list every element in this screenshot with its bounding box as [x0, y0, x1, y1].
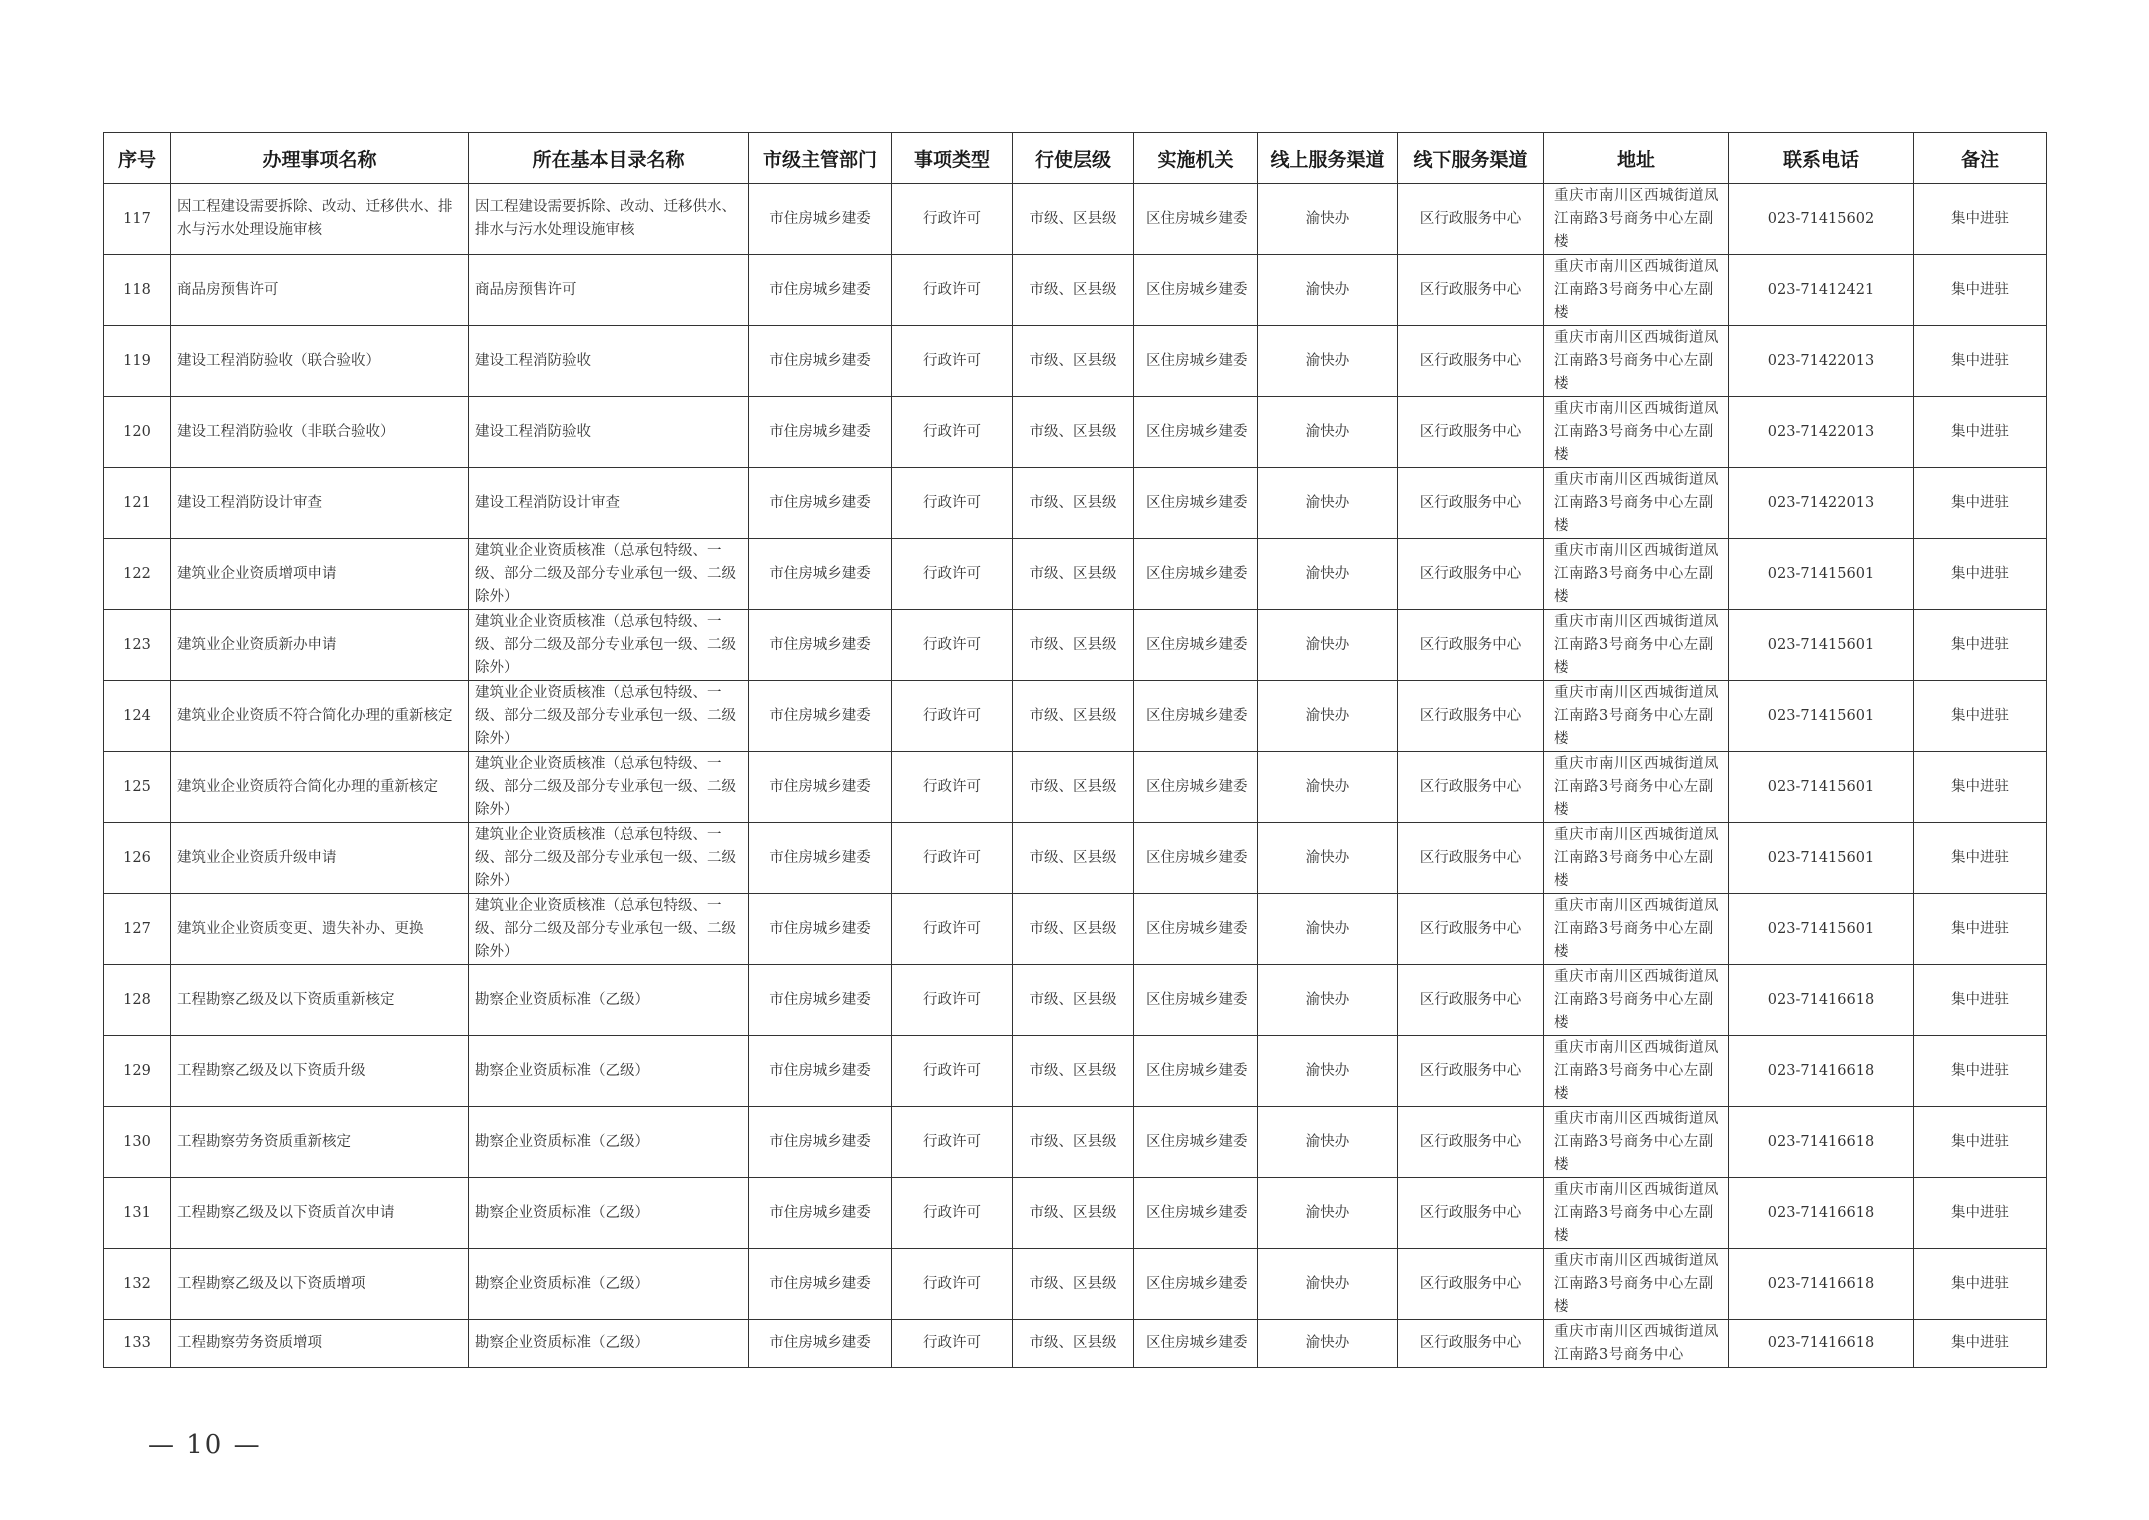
cell-type: 行政许可 [892, 823, 1013, 894]
cell-catalog-name: 建筑业企业资质核准（总承包特级、一级、部分二级及部分专业承包一级、二级除外） [469, 610, 749, 681]
cell-level: 市级、区县级 [1013, 1320, 1134, 1368]
cell-level: 市级、区县级 [1013, 1107, 1134, 1178]
cell-dept: 市住房城乡建委 [749, 752, 892, 823]
cell-item-name: 工程勘察劳务资质重新核定 [171, 1107, 469, 1178]
cell-phone: 023-71415601 [1729, 681, 1914, 752]
cell-note: 集中进驻 [1914, 1107, 2047, 1178]
cell-agency: 区住房城乡建委 [1134, 1320, 1258, 1368]
document-sheet [103, 132, 2035, 1368]
cell-level: 市级、区县级 [1013, 823, 1134, 894]
cell-type: 行政许可 [892, 184, 1013, 255]
cell-type: 行政许可 [892, 681, 1013, 752]
cell-note: 集中进驻 [1914, 255, 2047, 326]
cell-level: 市级、区县级 [1013, 1178, 1134, 1249]
cell-catalog-name: 勘察企业资质标准（乙级） [469, 965, 749, 1036]
cell-type: 行政许可 [892, 1178, 1013, 1249]
cell-type: 行政许可 [892, 1107, 1013, 1178]
cell-dept: 市住房城乡建委 [749, 1178, 892, 1249]
cell-serial: 118 [104, 255, 171, 326]
cell-catalog-name: 建筑业企业资质核准（总承包特级、一级、部分二级及部分专业承包一级、二级除外） [469, 681, 749, 752]
cell-dept: 市住房城乡建委 [749, 1107, 892, 1178]
cell-phone: 023-71415601 [1729, 752, 1914, 823]
table-row [104, 255, 2047, 326]
cell-catalog-name: 建设工程消防验收 [469, 326, 749, 397]
cell-serial: 122 [104, 539, 171, 610]
cell-offline: 区行政服务中心 [1398, 539, 1544, 610]
cell-level: 市级、区县级 [1013, 610, 1134, 681]
cell-offline: 区行政服务中心 [1398, 1178, 1544, 1249]
cell-type: 行政许可 [892, 1036, 1013, 1107]
cell-level: 市级、区县级 [1013, 1036, 1134, 1107]
cell-note: 集中进驻 [1914, 468, 2047, 539]
cell-phone: 023-71415601 [1729, 823, 1914, 894]
cell-online: 渝快办 [1258, 1036, 1398, 1107]
cell-agency: 区住房城乡建委 [1134, 894, 1258, 965]
cell-serial: 128 [104, 965, 171, 1036]
table-row [104, 1249, 2047, 1320]
cell-phone: 023-71415601 [1729, 539, 1914, 610]
cell-phone: 023-71422013 [1729, 468, 1914, 539]
table-row [104, 468, 2047, 539]
cell-type: 行政许可 [892, 752, 1013, 823]
cell-offline: 区行政服务中心 [1398, 823, 1544, 894]
cell-note: 集中进驻 [1914, 1249, 2047, 1320]
cell-type: 行政许可 [892, 255, 1013, 326]
cell-note: 集中进驻 [1914, 610, 2047, 681]
table-row [104, 752, 2047, 823]
cell-online: 渝快办 [1258, 610, 1398, 681]
cell-address: 重庆市南川区西城街道凤江南路3号商务中心 [1544, 1320, 1729, 1368]
cell-item-name: 工程勘察乙级及以下资质重新核定 [171, 965, 469, 1036]
cell-serial: 131 [104, 1178, 171, 1249]
cell-type: 行政许可 [892, 326, 1013, 397]
table-row [104, 681, 2047, 752]
service-items-table [103, 132, 2047, 1368]
cell-note: 集中进驻 [1914, 823, 2047, 894]
cell-item-name: 工程勘察乙级及以下资质首次申请 [171, 1178, 469, 1249]
cell-serial: 129 [104, 1036, 171, 1107]
cell-dept: 市住房城乡建委 [749, 1036, 892, 1107]
cell-address: 重庆市南川区西城街道凤江南路3号商务中心左副楼 [1544, 610, 1729, 681]
cell-address: 重庆市南川区西城街道凤江南路3号商务中心左副楼 [1544, 539, 1729, 610]
table-row [104, 1178, 2047, 1249]
cell-online: 渝快办 [1258, 894, 1398, 965]
cell-note: 集中进驻 [1914, 894, 2047, 965]
cell-offline: 区行政服务中心 [1398, 681, 1544, 752]
cell-item-name: 工程勘察乙级及以下资质升级 [171, 1036, 469, 1107]
table-row [104, 539, 2047, 610]
cell-offline: 区行政服务中心 [1398, 1107, 1544, 1178]
cell-serial: 127 [104, 894, 171, 965]
cell-offline: 区行政服务中心 [1398, 255, 1544, 326]
cell-level: 市级、区县级 [1013, 184, 1134, 255]
cell-catalog-name: 勘察企业资质标准（乙级） [469, 1036, 749, 1107]
cell-phone: 023-71415601 [1729, 894, 1914, 965]
cell-catalog-name: 勘察企业资质标准（乙级） [469, 1320, 749, 1368]
cell-dept: 市住房城乡建委 [749, 1320, 892, 1368]
cell-online: 渝快办 [1258, 468, 1398, 539]
cell-serial: 121 [104, 468, 171, 539]
cell-address: 重庆市南川区西城街道凤江南路3号商务中心左副楼 [1544, 894, 1729, 965]
cell-offline: 区行政服务中心 [1398, 468, 1544, 539]
cell-type: 行政许可 [892, 397, 1013, 468]
cell-online: 渝快办 [1258, 1107, 1398, 1178]
cell-catalog-name: 建筑业企业资质核准（总承包特级、一级、部分二级及部分专业承包一级、二级除外） [469, 894, 749, 965]
cell-address: 重庆市南川区西城街道凤江南路3号商务中心左副楼 [1544, 468, 1729, 539]
cell-item-name: 建筑业企业资质变更、遗失补办、更换 [171, 894, 469, 965]
cell-agency: 区住房城乡建委 [1134, 1178, 1258, 1249]
cell-item-name: 建筑业企业资质符合简化办理的重新核定 [171, 752, 469, 823]
cell-online: 渝快办 [1258, 823, 1398, 894]
table-row [104, 1320, 2047, 1368]
cell-catalog-name: 勘察企业资质标准（乙级） [469, 1107, 749, 1178]
cell-agency: 区住房城乡建委 [1134, 1107, 1258, 1178]
cell-dept: 市住房城乡建委 [749, 894, 892, 965]
cell-serial: 120 [104, 397, 171, 468]
cell-item-name: 建筑业企业资质新办申请 [171, 610, 469, 681]
cell-online: 渝快办 [1258, 255, 1398, 326]
cell-note: 集中进驻 [1914, 397, 2047, 468]
cell-agency: 区住房城乡建委 [1134, 1249, 1258, 1320]
cell-level: 市级、区县级 [1013, 255, 1134, 326]
cell-note: 集中进驻 [1914, 326, 2047, 397]
cell-agency: 区住房城乡建委 [1134, 965, 1258, 1036]
table-row [104, 610, 2047, 681]
cell-offline: 区行政服务中心 [1398, 965, 1544, 1036]
cell-dept: 市住房城乡建委 [749, 823, 892, 894]
cell-dept: 市住房城乡建委 [749, 965, 892, 1036]
cell-phone: 023-71416618 [1729, 1178, 1914, 1249]
header-catalog-name: 所在基本目录名称 [469, 133, 749, 184]
cell-dept: 市住房城乡建委 [749, 255, 892, 326]
cell-phone: 023-71416618 [1729, 965, 1914, 1036]
cell-phone: 023-71412421 [1729, 255, 1914, 326]
cell-note: 集中进驻 [1914, 752, 2047, 823]
cell-online: 渝快办 [1258, 184, 1398, 255]
table-row [104, 184, 2047, 255]
cell-phone: 023-71415601 [1729, 610, 1914, 681]
cell-agency: 区住房城乡建委 [1134, 255, 1258, 326]
header-address: 地址 [1544, 133, 1729, 184]
cell-address: 重庆市南川区西城街道凤江南路3号商务中心左副楼 [1544, 752, 1729, 823]
cell-offline: 区行政服务中心 [1398, 610, 1544, 681]
cell-item-name: 商品房预售许可 [171, 255, 469, 326]
cell-address: 重庆市南川区西城街道凤江南路3号商务中心左副楼 [1544, 184, 1729, 255]
cell-agency: 区住房城乡建委 [1134, 326, 1258, 397]
cell-item-name: 工程勘察乙级及以下资质增项 [171, 1249, 469, 1320]
cell-serial: 132 [104, 1249, 171, 1320]
cell-dept: 市住房城乡建委 [749, 681, 892, 752]
cell-serial: 117 [104, 184, 171, 255]
cell-note: 集中进驻 [1914, 1320, 2047, 1368]
cell-agency: 区住房城乡建委 [1134, 1036, 1258, 1107]
cell-agency: 区住房城乡建委 [1134, 468, 1258, 539]
cell-serial: 123 [104, 610, 171, 681]
cell-serial: 124 [104, 681, 171, 752]
header-online: 线上服务渠道 [1258, 133, 1398, 184]
cell-address: 重庆市南川区西城街道凤江南路3号商务中心左副楼 [1544, 255, 1729, 326]
cell-address: 重庆市南川区西城街道凤江南路3号商务中心左副楼 [1544, 1249, 1729, 1320]
header-agency: 实施机关 [1134, 133, 1258, 184]
cell-type: 行政许可 [892, 894, 1013, 965]
cell-offline: 区行政服务中心 [1398, 397, 1544, 468]
table-row [104, 326, 2047, 397]
cell-level: 市级、区县级 [1013, 1249, 1134, 1320]
cell-offline: 区行政服务中心 [1398, 894, 1544, 965]
cell-level: 市级、区县级 [1013, 965, 1134, 1036]
cell-dept: 市住房城乡建委 [749, 610, 892, 681]
cell-address: 重庆市南川区西城街道凤江南路3号商务中心左副楼 [1544, 397, 1729, 468]
cell-type: 行政许可 [892, 965, 1013, 1036]
header-offline: 线下服务渠道 [1398, 133, 1544, 184]
cell-dept: 市住房城乡建委 [749, 184, 892, 255]
cell-online: 渝快办 [1258, 326, 1398, 397]
cell-phone: 023-71422013 [1729, 397, 1914, 468]
cell-serial: 125 [104, 752, 171, 823]
table-body [104, 184, 2047, 1368]
cell-online: 渝快办 [1258, 965, 1398, 1036]
cell-catalog-name: 建设工程消防设计审查 [469, 468, 749, 539]
table-row [104, 894, 2047, 965]
header-dept: 市级主管部门 [749, 133, 892, 184]
cell-level: 市级、区县级 [1013, 539, 1134, 610]
cell-online: 渝快办 [1258, 1320, 1398, 1368]
cell-online: 渝快办 [1258, 681, 1398, 752]
cell-serial: 126 [104, 823, 171, 894]
cell-agency: 区住房城乡建委 [1134, 539, 1258, 610]
cell-phone: 023-71416618 [1729, 1036, 1914, 1107]
cell-note: 集中进驻 [1914, 539, 2047, 610]
cell-level: 市级、区县级 [1013, 326, 1134, 397]
cell-type: 行政许可 [892, 610, 1013, 681]
header-serial: 序号 [104, 133, 171, 184]
page-number: — 10 — [148, 1430, 262, 1460]
cell-online: 渝快办 [1258, 1249, 1398, 1320]
cell-serial: 133 [104, 1320, 171, 1368]
cell-phone: 023-71415602 [1729, 184, 1914, 255]
table-row [104, 1036, 2047, 1107]
cell-online: 渝快办 [1258, 397, 1398, 468]
cell-level: 市级、区县级 [1013, 681, 1134, 752]
table-header-row [104, 133, 2047, 184]
cell-type: 行政许可 [892, 539, 1013, 610]
cell-item-name: 建筑业企业资质升级申请 [171, 823, 469, 894]
cell-catalog-name: 建筑业企业资质核准（总承包特级、一级、部分二级及部分专业承包一级、二级除外） [469, 539, 749, 610]
cell-catalog-name: 建筑业企业资质核准（总承包特级、一级、部分二级及部分专业承包一级、二级除外） [469, 823, 749, 894]
cell-dept: 市住房城乡建委 [749, 326, 892, 397]
cell-agency: 区住房城乡建委 [1134, 397, 1258, 468]
cell-agency: 区住房城乡建委 [1134, 610, 1258, 681]
cell-address: 重庆市南川区西城街道凤江南路3号商务中心左副楼 [1544, 1107, 1729, 1178]
cell-type: 行政许可 [892, 1320, 1013, 1368]
header-type: 事项类型 [892, 133, 1013, 184]
cell-address: 重庆市南川区西城街道凤江南路3号商务中心左副楼 [1544, 823, 1729, 894]
cell-level: 市级、区县级 [1013, 397, 1134, 468]
cell-catalog-name: 因工程建设需要拆除、改动、迁移供水、排水与污水处理设施审核 [469, 184, 749, 255]
cell-agency: 区住房城乡建委 [1134, 184, 1258, 255]
cell-note: 集中进驻 [1914, 1036, 2047, 1107]
cell-catalog-name: 建设工程消防验收 [469, 397, 749, 468]
cell-catalog-name: 勘察企业资质标准（乙级） [469, 1249, 749, 1320]
cell-level: 市级、区县级 [1013, 894, 1134, 965]
cell-item-name: 建筑业企业资质不符合简化办理的重新核定 [171, 681, 469, 752]
cell-note: 集中进驻 [1914, 681, 2047, 752]
header-level: 行使层级 [1013, 133, 1134, 184]
cell-catalog-name: 建筑业企业资质核准（总承包特级、一级、部分二级及部分专业承包一级、二级除外） [469, 752, 749, 823]
cell-offline: 区行政服务中心 [1398, 326, 1544, 397]
cell-dept: 市住房城乡建委 [749, 397, 892, 468]
cell-online: 渝快办 [1258, 752, 1398, 823]
header-phone: 联系电话 [1729, 133, 1914, 184]
cell-serial: 130 [104, 1107, 171, 1178]
cell-phone: 023-71422013 [1729, 326, 1914, 397]
cell-online: 渝快办 [1258, 539, 1398, 610]
cell-offline: 区行政服务中心 [1398, 1320, 1544, 1368]
cell-address: 重庆市南川区西城街道凤江南路3号商务中心左副楼 [1544, 681, 1729, 752]
cell-serial: 119 [104, 326, 171, 397]
cell-note: 集中进驻 [1914, 965, 2047, 1036]
cell-item-name: 建筑业企业资质增项申请 [171, 539, 469, 610]
cell-level: 市级、区县级 [1013, 468, 1134, 539]
cell-address: 重庆市南川区西城街道凤江南路3号商务中心左副楼 [1544, 326, 1729, 397]
cell-catalog-name: 勘察企业资质标准（乙级） [469, 1178, 749, 1249]
cell-agency: 区住房城乡建委 [1134, 823, 1258, 894]
header-note: 备注 [1914, 133, 2047, 184]
cell-level: 市级、区县级 [1013, 752, 1134, 823]
cell-type: 行政许可 [892, 468, 1013, 539]
table-row [104, 1107, 2047, 1178]
header-item-name: 办理事项名称 [171, 133, 469, 184]
cell-item-name: 因工程建设需要拆除、改动、迁移供水、排水与污水处理设施审核 [171, 184, 469, 255]
cell-item-name: 工程勘察劳务资质增项 [171, 1320, 469, 1368]
cell-phone: 023-71416618 [1729, 1320, 1914, 1368]
cell-offline: 区行政服务中心 [1398, 752, 1544, 823]
cell-address: 重庆市南川区西城街道凤江南路3号商务中心左副楼 [1544, 965, 1729, 1036]
cell-item-name: 建设工程消防验收（非联合验收） [171, 397, 469, 468]
cell-item-name: 建设工程消防设计审查 [171, 468, 469, 539]
table-row [104, 397, 2047, 468]
cell-offline: 区行政服务中心 [1398, 1249, 1544, 1320]
cell-type: 行政许可 [892, 1249, 1013, 1320]
cell-note: 集中进驻 [1914, 1178, 2047, 1249]
cell-dept: 市住房城乡建委 [749, 468, 892, 539]
cell-address: 重庆市南川区西城街道凤江南路3号商务中心左副楼 [1544, 1178, 1729, 1249]
cell-phone: 023-71416618 [1729, 1249, 1914, 1320]
cell-offline: 区行政服务中心 [1398, 1036, 1544, 1107]
cell-agency: 区住房城乡建委 [1134, 681, 1258, 752]
cell-phone: 023-71416618 [1729, 1107, 1914, 1178]
cell-address: 重庆市南川区西城街道凤江南路3号商务中心左副楼 [1544, 1036, 1729, 1107]
cell-online: 渝快办 [1258, 1178, 1398, 1249]
cell-offline: 区行政服务中心 [1398, 184, 1544, 255]
cell-note: 集中进驻 [1914, 184, 2047, 255]
cell-agency: 区住房城乡建委 [1134, 752, 1258, 823]
cell-dept: 市住房城乡建委 [749, 1249, 892, 1320]
cell-item-name: 建设工程消防验收（联合验收） [171, 326, 469, 397]
cell-dept: 市住房城乡建委 [749, 539, 892, 610]
table-row [104, 823, 2047, 894]
cell-catalog-name: 商品房预售许可 [469, 255, 749, 326]
table-row [104, 965, 2047, 1036]
